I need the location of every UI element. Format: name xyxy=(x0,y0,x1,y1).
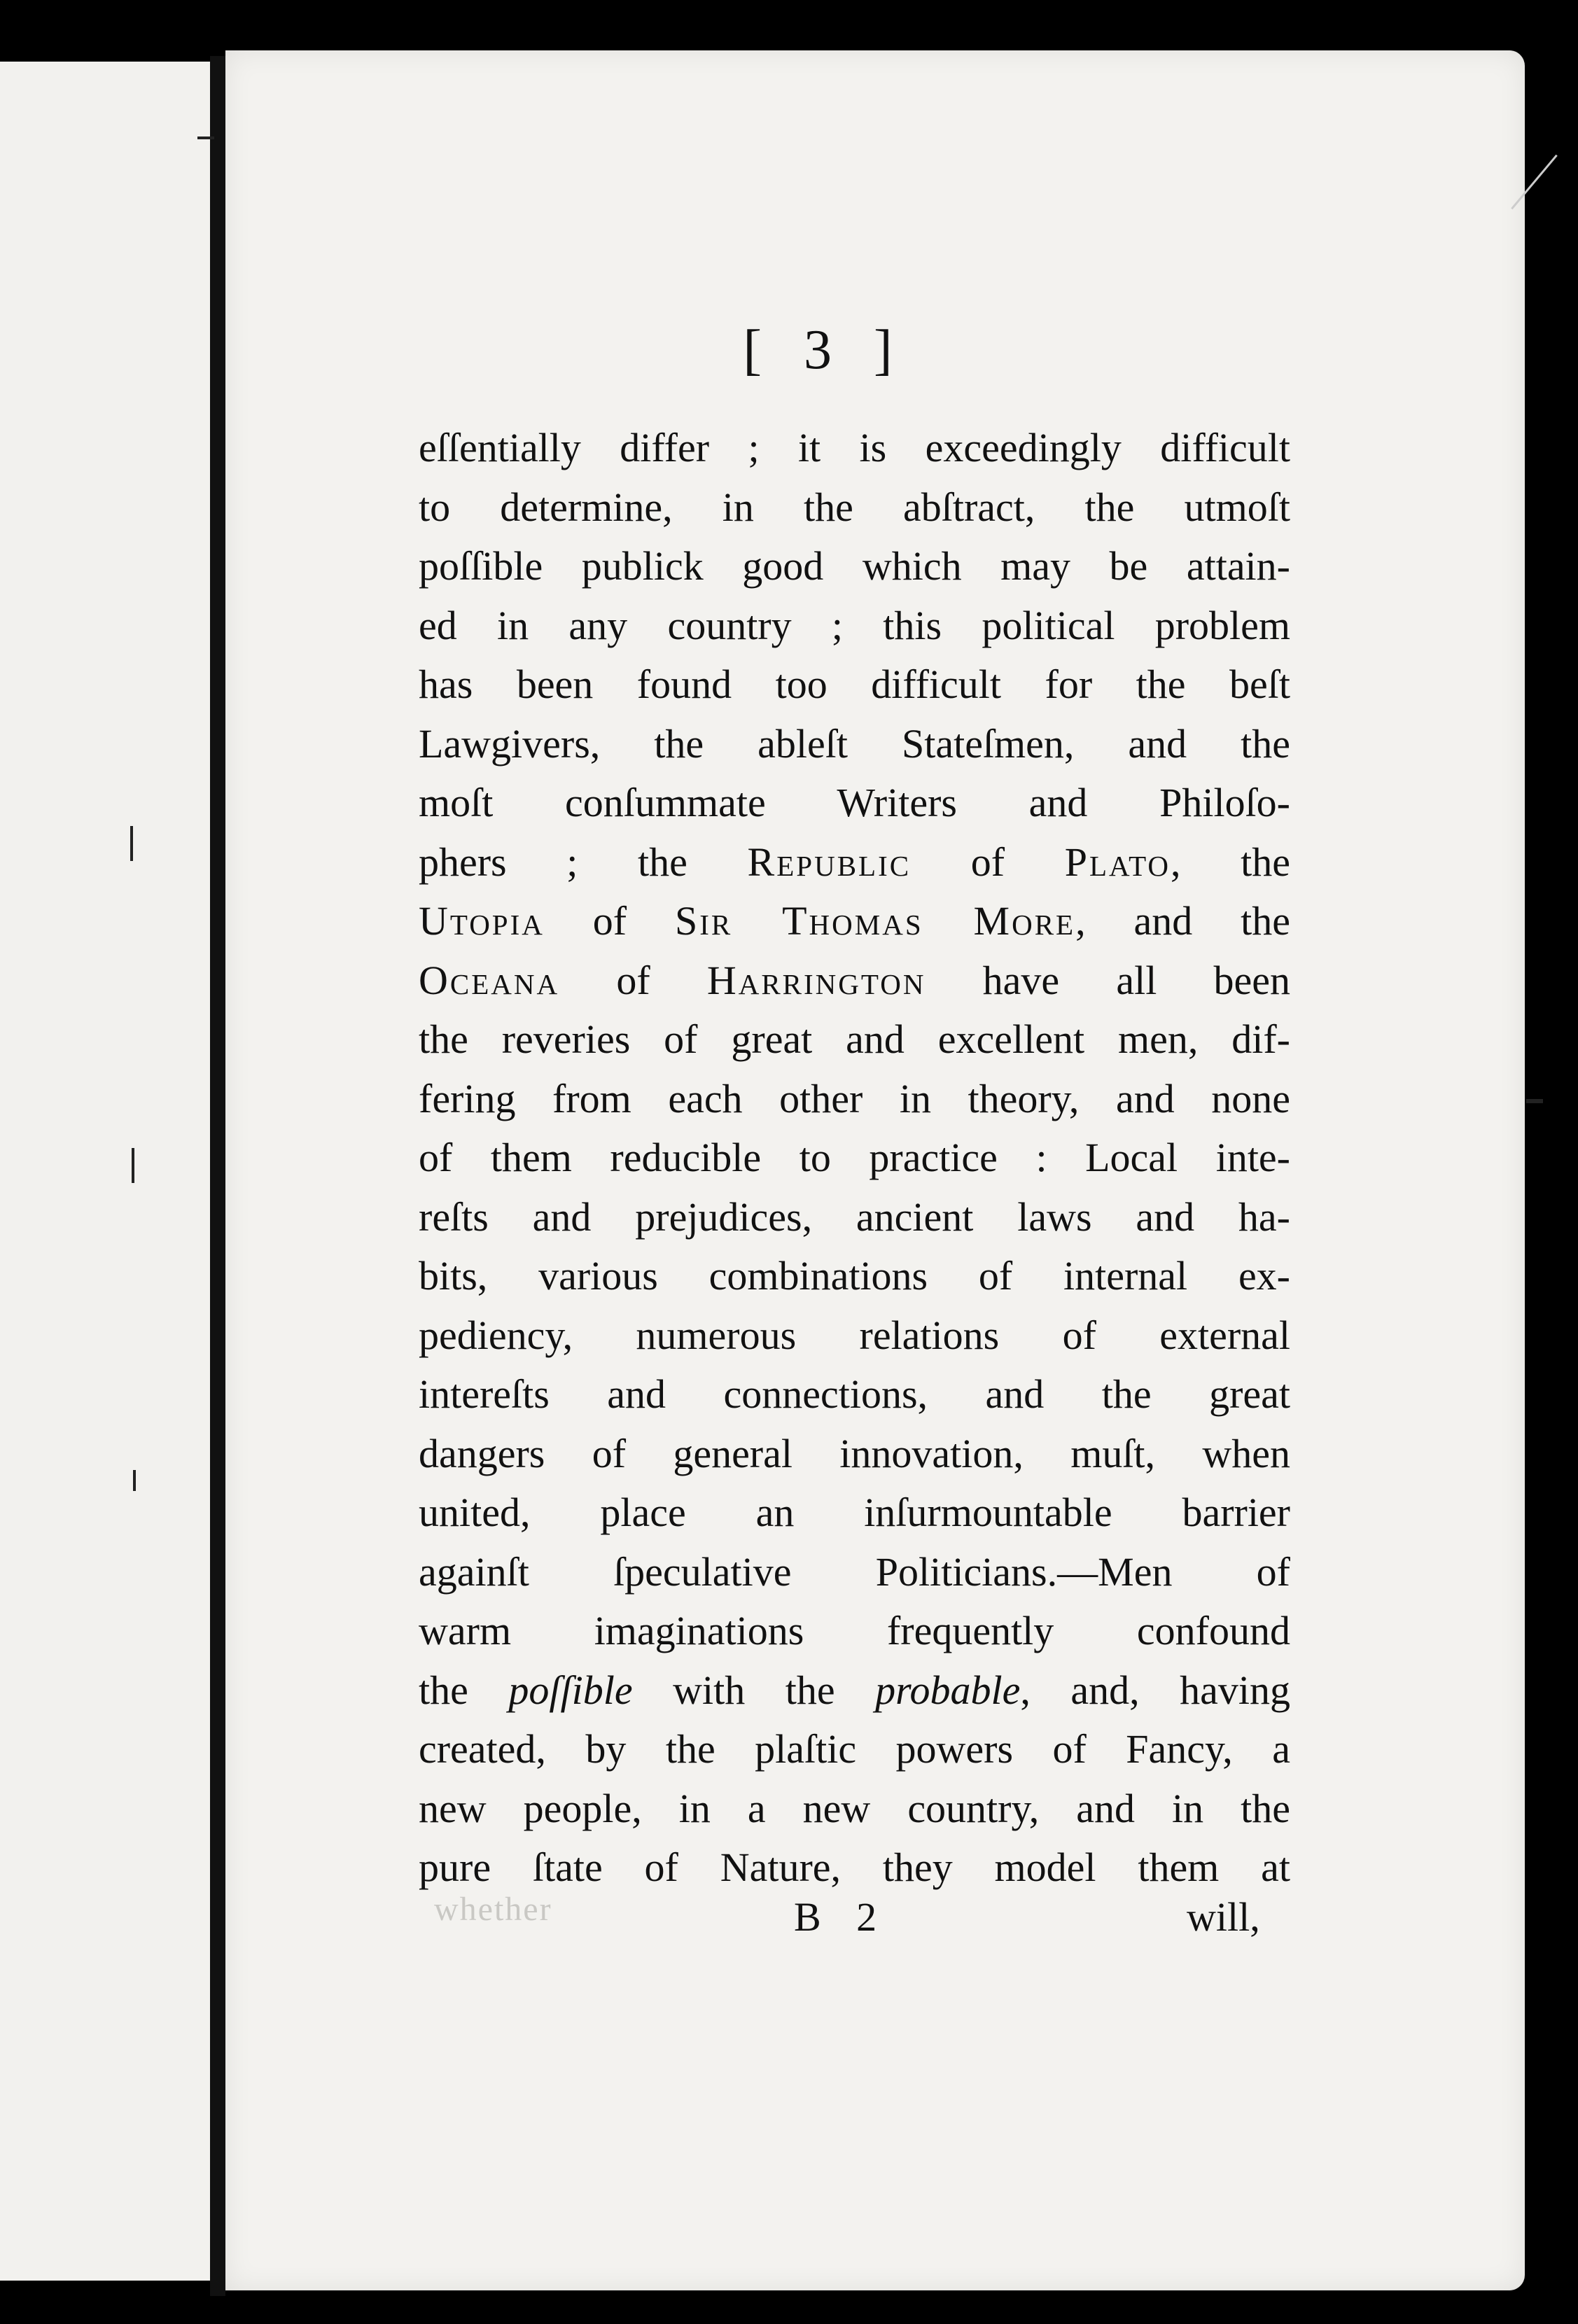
text-segment: to determine, in the abſtract, the utmoſt xyxy=(419,484,1290,530)
margin-mark xyxy=(133,1470,136,1491)
text-segment: created, by the plaſtic powers of Fancy, a xyxy=(419,1726,1290,1772)
text-line xyxy=(419,1661,1290,1721)
text-segment: moſt conſummate Writers and Philoſo- xyxy=(419,780,1290,825)
margin-mark xyxy=(1526,1099,1543,1103)
text-line xyxy=(419,1838,1290,1898)
text-segment: of xyxy=(559,957,707,1003)
text-line xyxy=(419,1483,1290,1543)
text-segment: the reveries of great and excellent men, dif- xyxy=(419,1016,1290,1062)
text-line xyxy=(419,478,1290,538)
text-line xyxy=(419,833,1290,892)
text-segment: of xyxy=(544,898,675,944)
show-through-text: whether xyxy=(434,1891,552,1928)
text-line xyxy=(419,1602,1290,1661)
text-line xyxy=(419,1070,1290,1129)
text-line xyxy=(419,715,1290,774)
small-caps-name: Utopia xyxy=(419,898,545,944)
text-segment: has been found too difficult for the beſt xyxy=(419,662,1290,707)
text-line xyxy=(419,951,1290,1011)
text-line xyxy=(419,1306,1290,1366)
text-segment: bits, various combinations of internal ex- xyxy=(419,1253,1290,1298)
small-caps-name: Plato xyxy=(1064,839,1171,885)
text-segment: againſt ſpeculative Politicians.—Men of xyxy=(419,1548,1290,1595)
text-line xyxy=(419,1188,1290,1247)
text-segment: Lawgivers, the ableſt Stateſmen, and the xyxy=(419,720,1290,766)
text-segment: of xyxy=(911,839,1065,885)
text-line xyxy=(419,655,1290,715)
text-segment: , and, having xyxy=(1020,1667,1290,1713)
book-gutter xyxy=(210,56,225,2296)
catchword: will, xyxy=(1187,1894,1260,1940)
text-line xyxy=(419,1128,1290,1188)
text-segment: with the xyxy=(632,1667,876,1713)
text-segment: new people, in a new country, and in the xyxy=(419,1785,1290,1831)
text-line xyxy=(419,892,1290,951)
signature-mark: B 2 xyxy=(794,1894,890,1940)
text-segment: the xyxy=(419,1667,509,1713)
text-line xyxy=(419,1779,1290,1839)
text-line xyxy=(419,1424,1290,1484)
text-segment: phers ; the xyxy=(419,839,748,885)
page-number-header: [ 3 ] xyxy=(743,319,907,381)
small-caps-name: Sir Thomas More xyxy=(675,898,1076,944)
text-line xyxy=(419,1247,1290,1306)
small-caps-name: Oceana xyxy=(419,957,560,1003)
text-segment: pure ſtate of Nature, they model them at xyxy=(419,1844,1290,1890)
text-line xyxy=(419,1365,1290,1424)
italic-word: probable xyxy=(875,1667,1021,1713)
text-line xyxy=(419,774,1290,833)
text-segment: reſts and prejudices, ancient laws and ha- xyxy=(419,1194,1290,1240)
small-caps-name: Republic xyxy=(747,839,912,885)
text-segment: eſſentially differ ; it is exceedingly difficult xyxy=(419,425,1290,470)
text-line xyxy=(419,419,1290,478)
italic-word: poſſible xyxy=(508,1667,633,1713)
text-segment: warm imaginations frequently confound xyxy=(419,1608,1290,1653)
text-segment: , and the xyxy=(1075,898,1290,944)
text-line xyxy=(419,537,1290,596)
text-segment: dangers of general innovation, muſt, when xyxy=(419,1430,1290,1476)
text-line xyxy=(419,1720,1290,1779)
text-line xyxy=(419,1010,1290,1070)
small-caps-name: Harrington xyxy=(706,957,926,1003)
text-segment: poſſible publick good which may be attain- xyxy=(419,543,1290,589)
margin-mark xyxy=(132,1148,134,1183)
margin-mark xyxy=(197,136,214,139)
body-text xyxy=(419,419,1290,1898)
text-segment: united, place an inſurmountable barrier xyxy=(419,1490,1290,1535)
text-segment: intereſts and connections, and the great xyxy=(419,1371,1290,1417)
text-segment: of them reducible to practice : Local inte- xyxy=(419,1135,1290,1180)
text-segment: fering from each other in theory, and none xyxy=(419,1075,1290,1121)
text-segment: pediency, numerous relations of external xyxy=(419,1312,1290,1358)
text-segment: have all been xyxy=(926,957,1290,1003)
text-line xyxy=(419,1543,1290,1602)
margin-mark xyxy=(130,826,133,861)
facing-page-edge xyxy=(0,62,210,2281)
text-segment: ed in any country ; this political problem xyxy=(419,602,1290,648)
text-segment: , the xyxy=(1170,839,1290,885)
text-line xyxy=(419,596,1290,656)
